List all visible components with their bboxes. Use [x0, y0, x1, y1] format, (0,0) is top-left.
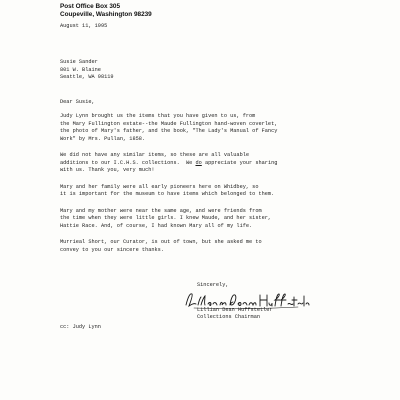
paragraph-5 — [60, 239, 350, 254]
paragraph-line — [60, 160, 350, 168]
paragraph-line: Mary and her family were all early pioneers here on Whidbey, so — [60, 183, 259, 190]
paragraph-line: the time when they were little girls. I knew Maude, and her sister, — [60, 215, 272, 221]
paragraph-line: it is important for the museum to have items which belonged to them. — [60, 191, 275, 197]
signer-title: Collections Chairman — [197, 314, 261, 321]
salutation: Dear Susie, — [60, 99, 95, 105]
paragraph-line: Murrieal Short, our Curator, is out of town, but she asked me to — [60, 239, 262, 245]
letterhead — [60, 3, 152, 19]
signer-block — [197, 307, 273, 322]
paragraph-line: Hattie Race. And, of course, I had known Mary all of my life. — [60, 222, 253, 229]
recipient-name: Susie Sander — [60, 59, 98, 65]
paragraph-3 — [60, 184, 350, 199]
paragraph-line: Work" by Mrs. Pullan, 1858. — [60, 135, 146, 142]
letter-date: August 11, 1995 — [60, 23, 108, 29]
paragraph-line: convey to you our sincere thanks. — [60, 246, 164, 253]
paragraph-line: with us. Thank you, very much! — [60, 167, 155, 173]
letterhead-city: Coupeville, Washington 98239 — [60, 11, 152, 18]
paragraph-2 — [60, 152, 350, 175]
recipient-city: Seattle, WA 98119 — [60, 74, 114, 81]
paragraph-1 — [60, 113, 350, 143]
paragraph-line: Mary and my mother were near the same age, and were friends from — [60, 207, 262, 214]
paragraph-line: We did not have any similar items, so these are all valuable — [60, 152, 250, 158]
signer-name: Lillian Dean Huffstetler — [197, 307, 273, 313]
paragraph-line: Judy Lynn brought us the items that you have given to us, from — [60, 113, 256, 119]
paragraph-line: the photo of Mary's father, and the book, "The Lady's Manual of Fancy — [60, 128, 278, 134]
text-segment: additions to our I.C.H.S. collections. We — [60, 159, 196, 166]
closing: Sincerely, — [197, 282, 229, 288]
paragraph-4 — [60, 208, 350, 231]
letter-body — [60, 113, 350, 263]
recipient-address — [60, 59, 114, 82]
letterhead-po-box: Post Office Box 305 — [60, 3, 121, 10]
carbon-copy-line: cc: Judy Lynn — [60, 324, 101, 330]
text-segment: appreciate your sharing — [201, 159, 278, 166]
emphasis-underlined: do — [195, 159, 202, 166]
paragraph-line: the Mary Fullington estate--the Maude Fullington hand-woven coverlet, — [60, 120, 278, 127]
recipient-street: 801 W. Blaine — [60, 66, 101, 73]
